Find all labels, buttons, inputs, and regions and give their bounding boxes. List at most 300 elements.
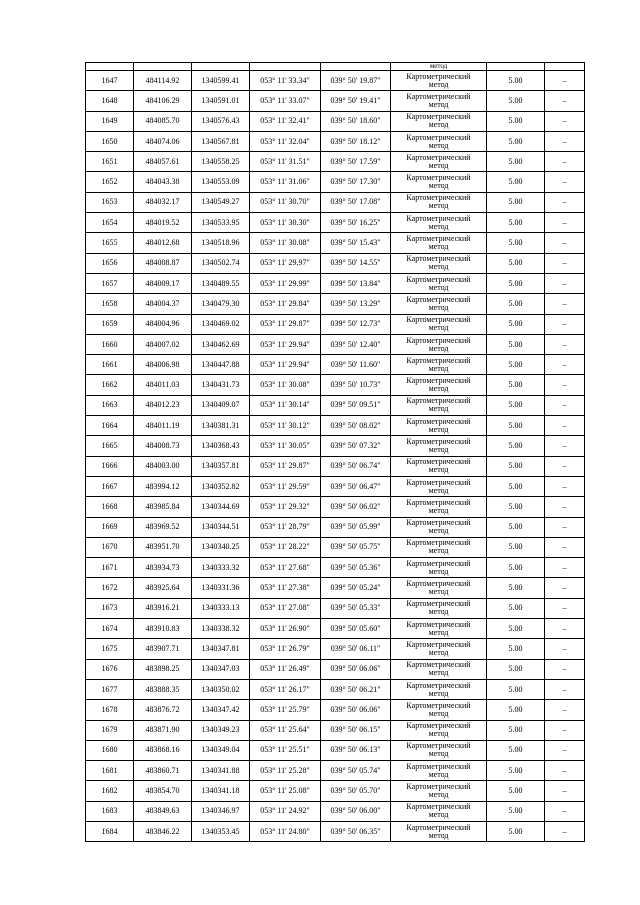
cell-y-coordinate: 1340333.32 [192,558,250,578]
cell-method [391,192,487,212]
cell-y-coordinate: 1340479.30 [192,294,250,314]
cell-longitude: 039° 50' 12.73" [321,314,391,334]
cell-x-coordinate: 483871.90 [134,720,192,740]
cell-longitude: 039° 50' 06.74" [321,456,391,476]
cell-point-number: 1673 [86,598,134,618]
method-line-2: метод [428,749,449,759]
cell-accuracy: 5.00 [487,416,545,436]
cell-accuracy: 5.00 [487,71,545,91]
method-line-2: метод [428,140,449,150]
cell-accuracy: 5.00 [487,294,545,314]
method-line-1: Картометрический [406,497,471,507]
cell-latitude: 053° 11' 25.51" [250,740,321,760]
cell-longitude: 039° 50' 11.60" [321,355,391,375]
cell-longitude: 039° 50' 06.02" [321,497,391,517]
cell-y-coordinate: 1340447.88 [192,355,250,375]
cell-accuracy: 5.00 [487,476,545,496]
cell-longitude: 039° 50' 17.30" [321,172,391,192]
method-line-1: Картометрический [406,335,471,345]
cell-longitude: 039° 50' 19.87" [321,71,391,91]
cell-accuracy: 5.00 [487,558,545,578]
cell-empty [321,63,391,71]
cell-method [391,131,487,151]
cell-method [391,598,487,618]
cell-accuracy: 5.00 [487,131,545,151]
cell-latitude: 053° 11' 30.12" [250,416,321,436]
cell-y-coordinate: 1340518.96 [192,233,250,253]
method-line-2: метод [428,587,449,597]
cell-y-coordinate: 1340341.88 [192,761,250,781]
method-line-1: Картометрический [406,294,471,304]
cell-point-number: 1647 [86,71,134,91]
cell-method [391,497,487,517]
cell-point-number: 1678 [86,700,134,720]
cell-x-coordinate: 483934.73 [134,558,192,578]
cell-latitude: 053° 11' 28.22" [250,537,321,557]
method-line-2: метод [428,181,449,191]
method-line-2: метод [428,404,449,414]
cell-y-coordinate: 1340349.23 [192,720,250,740]
method-line-1: Картометрический [406,558,471,568]
cell-description: – [545,375,585,395]
cell-x-coordinate: 483969.52 [134,517,192,537]
cell-description: – [545,700,585,720]
method-line-1: Картометрический [406,71,471,81]
method-line-2: метод [428,424,449,434]
method-line-1: Картометрический [406,315,471,325]
cell-x-coordinate: 483907.71 [134,639,192,659]
cell-latitude: 053° 11' 25.79" [250,700,321,720]
cell-latitude: 053° 11' 29.59" [250,476,321,496]
cell-y-coordinate: 1340350.02 [192,679,250,699]
cell-description: – [545,659,585,679]
table-row [86,801,585,821]
cell-latitude: 053° 11' 26.79" [250,639,321,659]
cell-x-coordinate: 483860.71 [134,761,192,781]
cell-point-number: 1672 [86,578,134,598]
cell-method [391,619,487,639]
table-row [86,213,585,233]
cell-point-number: 1679 [86,720,134,740]
cell-y-coordinate: 1340368.43 [192,436,250,456]
method-line-2: метод [428,688,449,698]
cell-accuracy: 5.00 [487,375,545,395]
cell-method [391,821,487,841]
cell-description: – [545,619,585,639]
method-line-1: Картометрический [406,599,471,609]
cell-point-number: 1664 [86,416,134,436]
cell-method [391,517,487,537]
method-line-1: Картометрический [406,132,471,142]
method-line-1: Картометрический [406,680,471,690]
cell-accuracy: 5.00 [487,578,545,598]
cell-y-coordinate: 1340352.82 [192,476,250,496]
cell-point-number: 1680 [86,740,134,760]
cell-description: – [545,578,585,598]
cell-point-number: 1684 [86,821,134,841]
table-row [86,720,585,740]
cell-longitude: 039° 50' 05.33" [321,598,391,618]
cell-x-coordinate: 483849.63 [134,801,192,821]
table-row [86,152,585,172]
cell-y-coordinate: 1340341.18 [192,781,250,801]
cell-point-number: 1675 [86,639,134,659]
cell-longitude: 039° 50' 06.47" [321,476,391,496]
cell-method [391,152,487,172]
table-row [86,436,585,456]
cell-y-coordinate: 1340409.07 [192,395,250,415]
coordinates-table [85,62,585,842]
cell-y-coordinate: 1340502.74 [192,253,250,273]
cell-accuracy: 5.00 [487,233,545,253]
cell-method [391,659,487,679]
cell-method [391,294,487,314]
method-line-2: метод [428,769,449,779]
cell-x-coordinate: 484057.61 [134,152,192,172]
cell-longitude: 039° 50' 14.55" [321,253,391,273]
cell-point-number: 1671 [86,558,134,578]
method-line-2: метод [428,282,449,292]
cell-latitude: 053° 11' 33.07" [250,91,321,111]
cell-method [391,334,487,354]
cell-accuracy: 5.00 [487,659,545,679]
cell-latitude: 053° 11' 29.84" [250,294,321,314]
method-line-2: метод [428,830,449,840]
cell-description: – [545,537,585,557]
cell-description: – [545,558,585,578]
cell-description: – [545,91,585,111]
method-line-2: метод [428,627,449,637]
cell-latitude: 053° 11' 31.51" [250,152,321,172]
cell-description: – [545,192,585,212]
method-line-2: метод [428,323,449,333]
cell-longitude: 039° 50' 05.24" [321,578,391,598]
cell-longitude: 039° 50' 05.70" [321,781,391,801]
cell-latitude: 053° 11' 25.28" [250,761,321,781]
table-row [86,558,585,578]
cell-latitude: 053° 11' 32.41" [250,111,321,131]
table-row [86,416,585,436]
cell-point-number: 1667 [86,476,134,496]
cell-longitude: 039° 50' 05.60" [321,619,391,639]
cell-point-number: 1682 [86,781,134,801]
cell-x-coordinate: 484009.17 [134,273,192,293]
cell-accuracy: 5.00 [487,700,545,720]
cell-description: – [545,213,585,233]
cell-accuracy: 5.00 [487,801,545,821]
cell-y-coordinate: 1340576.43 [192,111,250,131]
cell-accuracy: 5.00 [487,111,545,131]
cell-accuracy: 5.00 [487,213,545,233]
method-line-2: метод [428,465,449,475]
cell-longitude: 039° 50' 18.12" [321,131,391,151]
table-row [86,314,585,334]
table-row [86,192,585,212]
method-line-1: Картометрический [406,619,471,629]
cell-method [391,416,487,436]
cell-longitude: 039° 50' 06.06" [321,700,391,720]
table-row [86,517,585,537]
method-line-1: Картометрический [406,457,471,467]
table-row [86,578,585,598]
cell-longitude: 039° 50' 06.13" [321,740,391,760]
cell-latitude: 053° 11' 29.87" [250,314,321,334]
table-body [86,63,585,842]
table-row-continued [86,63,585,71]
cell-point-number: 1657 [86,273,134,293]
cell-x-coordinate: 484019.52 [134,213,192,233]
cell-latitude: 053° 11' 26.17" [250,679,321,699]
cell-latitude: 053° 11' 29.94" [250,334,321,354]
cell-latitude: 053° 11' 29.87" [250,456,321,476]
table-row [86,659,585,679]
cell-y-coordinate: 1340462.69 [192,334,250,354]
cell-description: – [545,172,585,192]
cell-point-number: 1677 [86,679,134,699]
table-row [86,781,585,801]
cell-method [391,395,487,415]
cell-point-number: 1662 [86,375,134,395]
method-line-2: метод [428,790,449,800]
table-row [86,537,585,557]
method-line-2: метод [428,526,449,536]
method-line-2: метод [428,302,449,312]
cell-x-coordinate: 484114.92 [134,71,192,91]
method-line-1: Картометрический [406,112,471,122]
table-row [86,375,585,395]
cell-x-coordinate: 483888.35 [134,679,192,699]
cell-y-coordinate: 1340533.95 [192,213,250,233]
cell-accuracy: 5.00 [487,91,545,111]
cell-point-number: 1668 [86,497,134,517]
method-line-1: Картометрический [406,355,471,365]
cell-accuracy: 5.00 [487,720,545,740]
cell-point-number: 1650 [86,131,134,151]
cell-longitude: 039° 50' 05.75" [321,537,391,557]
cell-method [391,456,487,476]
cell-description: – [545,355,585,375]
cell-latitude: 053° 11' 31.06" [250,172,321,192]
cell-y-coordinate: 1340347.81 [192,639,250,659]
cell-description: – [545,801,585,821]
cell-description: – [545,639,585,659]
cell-latitude: 053° 11' 29.97" [250,253,321,273]
cell-point-number: 1681 [86,761,134,781]
table-row [86,334,585,354]
table-row [86,821,585,841]
cell-longitude: 039° 50' 05.36" [321,558,391,578]
cell-y-coordinate: 1340353.45 [192,821,250,841]
method-line-2: метод [428,221,449,231]
table-row [86,598,585,618]
table-row [86,273,585,293]
cell-description: – [545,679,585,699]
cell-description: – [545,152,585,172]
cell-point-number: 1670 [86,537,134,557]
cell-longitude: 039° 50' 06.11" [321,639,391,659]
cell-method [391,71,487,91]
table-row [86,111,585,131]
cell-point-number: 1655 [86,233,134,253]
cell-description: – [545,314,585,334]
cell-y-coordinate: 1340469.02 [192,314,250,334]
cell-point-number: 1661 [86,355,134,375]
method-line-2: метод [428,160,449,170]
cell-longitude: 039° 50' 07.32" [321,436,391,456]
table-row [86,131,585,151]
method-line-1: Картометрический [406,436,471,446]
method-line-2: метод [428,444,449,454]
cell-point-number: 1666 [86,456,134,476]
cell-y-coordinate: 1340357.81 [192,456,250,476]
cell-accuracy: 5.00 [487,537,545,557]
cell-y-coordinate: 1340344.69 [192,497,250,517]
method-line-1: Картометрический [406,91,471,101]
method-line-1: Картометрический [406,193,471,203]
cell-description: – [545,253,585,273]
cell-description: – [545,598,585,618]
cell-longitude: 039° 50' 06.00" [321,801,391,821]
method-line-1: Картометрический [406,700,471,710]
cell-longitude: 039° 50' 17.59" [321,152,391,172]
cell-longitude: 039° 50' 13.29" [321,294,391,314]
cell-point-number: 1669 [86,517,134,537]
method-line-2: метод [428,99,449,109]
method-line-1: Картометрический [406,274,471,284]
method-line-2: метод [428,505,449,515]
cell-method [391,273,487,293]
cell-point-number: 1683 [86,801,134,821]
table-row [86,71,585,91]
cell-y-coordinate: 1340558.25 [192,152,250,172]
cell-longitude: 039° 50' 16.25" [321,213,391,233]
cell-accuracy: 5.00 [487,355,545,375]
cell-accuracy: 5.00 [487,395,545,415]
table-row [86,395,585,415]
cell-y-coordinate: 1340567.81 [192,131,250,151]
cell-longitude: 039° 50' 09.51" [321,395,391,415]
method-line-1: Картометрический [406,234,471,244]
method-line-2: метод [428,607,449,617]
cell-description: – [545,781,585,801]
table-row [86,172,585,192]
cell-accuracy: 5.00 [487,314,545,334]
cell-longitude: 039° 50' 12.40" [321,334,391,354]
cell-point-number: 1654 [86,213,134,233]
cell-y-coordinate: 1340349.04 [192,740,250,760]
method-line-1: Картометрический [406,376,471,386]
cell-latitude: 053° 11' 30.14" [250,395,321,415]
cell-description: – [545,395,585,415]
cell-latitude: 053° 11' 24.80" [250,821,321,841]
cell-latitude: 053° 11' 32.04" [250,131,321,151]
cell-longitude: 039° 50' 06.15" [321,720,391,740]
cell-empty [250,63,321,71]
cell-description: – [545,456,585,476]
cell-method [391,111,487,131]
cell-method [391,172,487,192]
cell-empty [487,63,545,71]
cell-x-coordinate: 483898.25 [134,659,192,679]
cell-latitude: 053° 11' 29.32" [250,497,321,517]
cell-description: – [545,131,585,151]
cell-x-coordinate: 484011.19 [134,416,192,436]
cell-method [391,801,487,821]
cell-point-number: 1660 [86,334,134,354]
cell-method [391,436,487,456]
cell-accuracy: 5.00 [487,334,545,354]
cell-method-tail: метод [391,63,487,71]
cell-description: – [545,233,585,253]
cell-accuracy: 5.00 [487,619,545,639]
cell-description: – [545,761,585,781]
cell-method [391,537,487,557]
cell-method [391,740,487,760]
cell-accuracy: 5.00 [487,781,545,801]
cell-x-coordinate: 483910.83 [134,619,192,639]
cell-accuracy: 5.00 [487,172,545,192]
cell-x-coordinate: 484007.02 [134,334,192,354]
table-row [86,91,585,111]
method-line-1: Картометрический [406,761,471,771]
table-row [86,476,585,496]
cell-longitude: 039° 50' 15.43" [321,233,391,253]
cell-description: – [545,821,585,841]
cell-x-coordinate: 484012.68 [134,233,192,253]
cell-latitude: 053° 11' 30.08" [250,233,321,253]
method-line-1: Картометрический [406,213,471,223]
method-line-1: Картометрический [406,254,471,264]
method-line-2: метод [428,647,449,657]
cell-method [391,233,487,253]
cell-accuracy: 5.00 [487,740,545,760]
cell-latitude: 053° 11' 33.34" [250,71,321,91]
cell-x-coordinate: 484008.87 [134,253,192,273]
cell-accuracy: 5.00 [487,761,545,781]
cell-y-coordinate: 1340599.41 [192,71,250,91]
cell-latitude: 053° 11' 27.08" [250,598,321,618]
table-row [86,700,585,720]
method-line-1: Картометрический [406,477,471,487]
cell-accuracy: 5.00 [487,253,545,273]
cell-accuracy: 5.00 [487,821,545,841]
cell-method [391,720,487,740]
table-row [86,639,585,659]
cell-x-coordinate: 484004.37 [134,294,192,314]
cell-latitude: 053° 11' 29.94" [250,355,321,375]
cell-longitude: 039° 50' 19.41" [321,91,391,111]
cell-y-coordinate: 1340591.01 [192,91,250,111]
cell-longitude: 039° 50' 13.84" [321,273,391,293]
cell-empty [545,63,585,71]
table-row [86,497,585,517]
method-line-2: метод [428,79,449,89]
cell-x-coordinate: 483854.70 [134,781,192,801]
cell-method [391,578,487,598]
cell-point-number: 1649 [86,111,134,131]
cell-empty [192,63,250,71]
cell-description: – [545,497,585,517]
cell-x-coordinate: 483925.64 [134,578,192,598]
method-line-2: метод [428,363,449,373]
method-line-1: Картометрический [406,822,471,832]
cell-x-coordinate: 483951.70 [134,537,192,557]
method-line-1: Картометрический [406,639,471,649]
cell-description: – [545,416,585,436]
cell-point-number: 1656 [86,253,134,273]
cell-latitude: 053° 11' 25.08" [250,781,321,801]
cell-y-coordinate: 1340346.97 [192,801,250,821]
